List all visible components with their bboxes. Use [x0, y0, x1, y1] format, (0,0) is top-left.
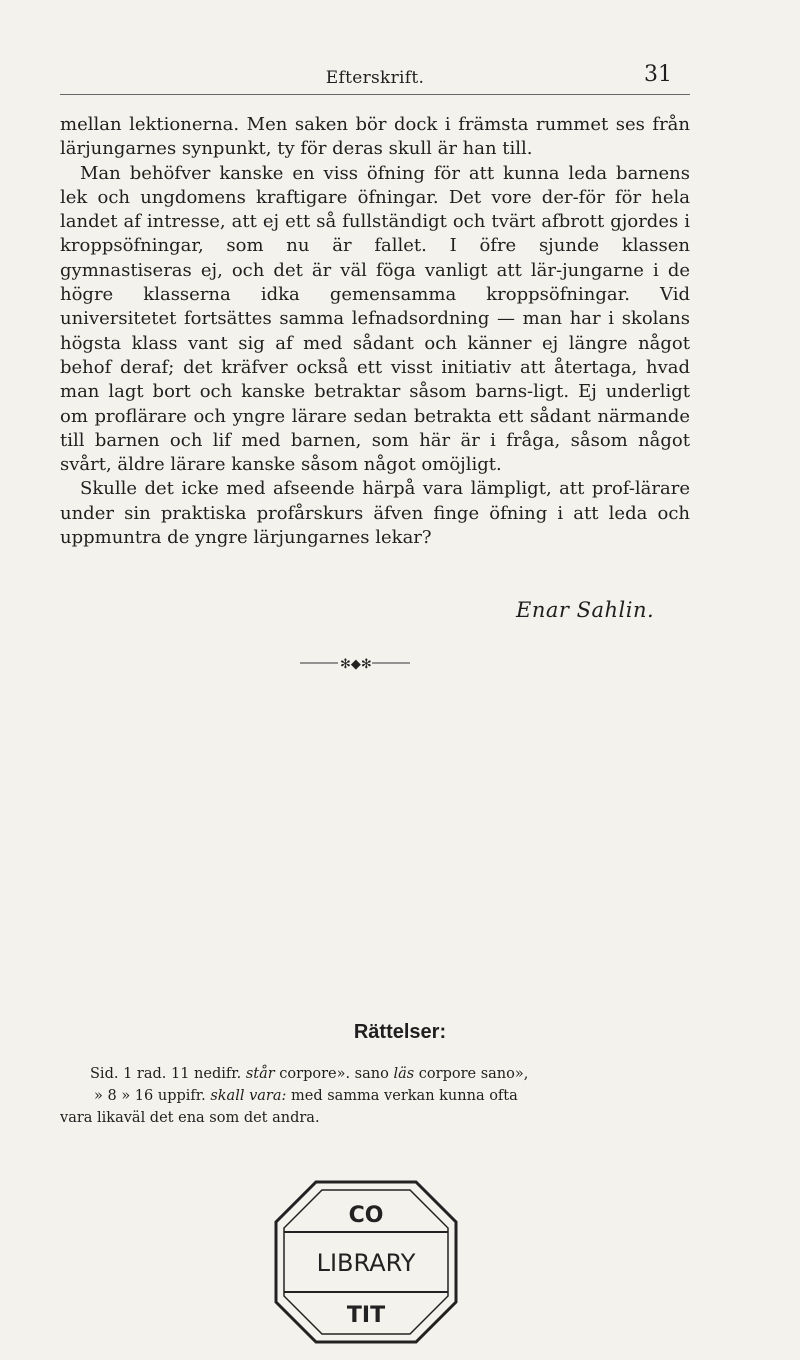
- section-ornament-icon: [300, 655, 410, 671]
- errata-fix-verb: läs: [393, 1066, 415, 1082]
- page-number: 31: [644, 62, 672, 87]
- errata-heading: Rättelser:: [353, 1021, 447, 1043]
- errata-right: corpore sano»,: [418, 1066, 529, 1082]
- errata-line-3: vara likaväl det ena som det andra.: [60, 1110, 320, 1126]
- errata-line-2: [60, 1085, 700, 1107]
- paragraph-1: mellan lektionerna. Men saken bör dock i främsta rummet ses från lärjungarnes synpunkt, ty för deras skull är han till.: [60, 114, 690, 160]
- errata-line-1: [60, 1063, 700, 1085]
- svg-text:✻◆✻: ✻◆✻: [340, 657, 372, 671]
- errata-verb: står: [245, 1066, 275, 1082]
- stamp-top-text: CO: [348, 1203, 384, 1228]
- errata-ref: Sid. 1 rad. 11 nedifr.: [90, 1066, 242, 1082]
- errata-list: [60, 1063, 700, 1129]
- stamp-center-text: LIBRARY: [316, 1249, 416, 1277]
- paragraph-3: Skulle det icke med afseende härpå vara lämpligt, att prof-lärare under sin praktiska profårskurs äfven finge öfning i att leda och uppmuntra de yngre lärjungarnes lekar?: [60, 478, 690, 549]
- errata-text: med samma verkan kunna ofta: [291, 1088, 518, 1104]
- errata-wrong: corpore». sano: [279, 1066, 389, 1082]
- library-stamp-icon: [274, 1176, 458, 1348]
- errata-ref: » 8 » 16 uppifr.: [94, 1088, 206, 1104]
- running-title: Efterskrift.: [325, 68, 425, 88]
- body-text: [60, 113, 690, 550]
- errata-verb: skall vara:: [210, 1088, 287, 1104]
- author-signature: Enar Sahlin.: [516, 598, 655, 622]
- paragraph-2: Man behöfver kanske en viss öfning för att kunna leda barnens lek och ungdomens kraftigare öfningar. Det vore der-för för hela landet af intresse, att ej ett så fullständigt och tvärt afbrott gjordes i kroppsöfningar, som nu är fallet. I öfre sjunde klassen gymnastiseras ej, och det är väl föga vanligt att lär-jungarne i de högre klasserna idka gemensamma kroppsöfningar. Vid universitetet fortsättes samma lefnadsordning — man har i skolans högsta klass vant sig af med sådant och känner ej längre något behof deraf; det kräfver också ett visst initiativ att återtaga, hvad man lagt bort och kanske betraktar såsom barns-ligt. Ej underligt om proflärare och yngre lärare sedan betrakta ett sådant närmande till barnen och lif med barnen, som här är i fråga, såsom något svårt, äldre lärare kanske såsom något omöjligt.: [60, 162, 690, 476]
- stamp-bottom-text: TIT: [346, 1303, 386, 1328]
- running-head: [60, 60, 690, 95]
